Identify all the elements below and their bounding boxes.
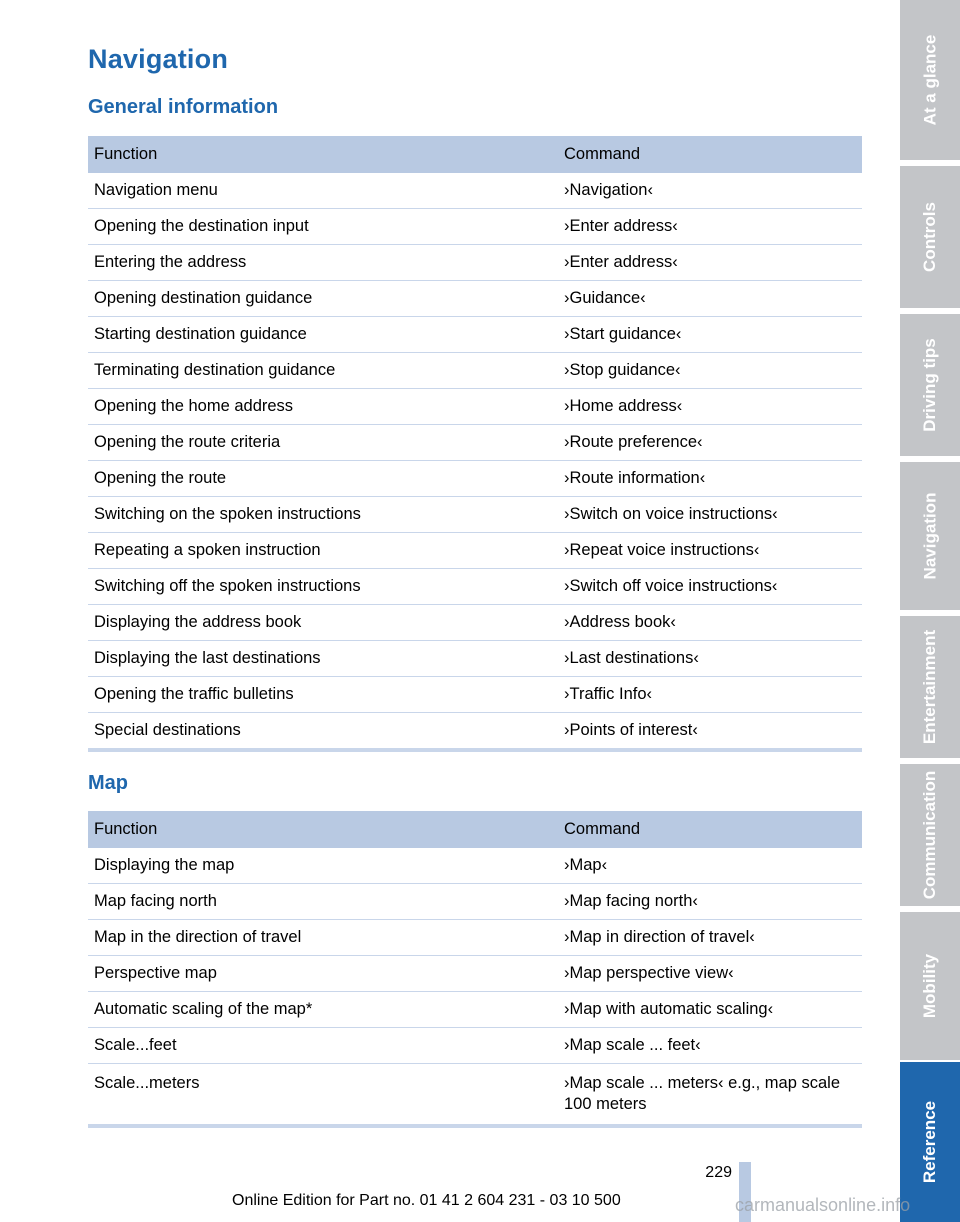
command-cell: ›Traffic Info‹ [558,677,862,713]
table-row [88,209,862,245]
table-row [88,281,862,317]
function-cell: Automatic scaling of the map* [88,992,558,1028]
command-cell: ›Map scale ... feet‹ [558,1028,862,1064]
chapter-tab-controls[interactable] [900,166,960,308]
command-cell: ›Map‹ [558,848,862,884]
command-cell: ›Start guidance‹ [558,317,862,353]
chapter-tab-label: Controls [920,202,940,272]
table-row [88,920,862,956]
page-number: 229 [705,1164,732,1181]
function-cell: Opening the traffic bulletins [88,677,558,713]
table-row [88,173,862,209]
chapter-tab-mobility[interactable] [900,912,960,1060]
map-command-table [88,811,862,1128]
function-cell: Opening destination guidance [88,281,558,317]
function-cell: Perspective map [88,956,558,992]
function-cell: Opening the route [88,461,558,497]
table-row [88,641,862,677]
chapter-tab-label: Driving tips [920,338,940,432]
table-row [88,533,862,569]
table-header-row [88,811,862,848]
command-cell: ›Map with automatic scaling‹ [558,992,862,1028]
function-cell: Opening the route criteria [88,425,558,461]
table-row [88,1064,862,1127]
table-row [88,497,862,533]
column-header-command: Command [558,811,862,848]
chapter-tab-label: Communication [920,770,940,900]
column-header-command: Command [558,136,862,173]
section-heading-map: Map [88,772,128,794]
command-cell: ›Switch on voice instructions‹ [558,497,862,533]
function-cell: Repeating a spoken instruction [88,533,558,569]
table-row [88,605,862,641]
table-row [88,569,862,605]
command-cell: ›Route information‹ [558,461,862,497]
function-cell: Opening the home address [88,389,558,425]
table-row [88,956,862,992]
command-cell: ›Navigation‹ [558,173,862,209]
chapter-tab-driving-tips[interactable] [900,314,960,456]
table-header-row [88,136,862,173]
command-cell: ›Points of interest‹ [558,713,862,751]
chapter-tab-label: Reference [920,1100,939,1184]
watermark: carmanualsonline.info [735,1195,911,1215]
chapter-tab-navigation[interactable] [900,462,960,610]
table-row [88,353,862,389]
command-cell: ›Enter address‹ [558,209,862,245]
chapter-tab-at-a-glance[interactable] [900,0,960,160]
function-cell: Navigation menu [88,173,558,209]
chapter-tab-label: Entertainment [920,629,940,745]
function-cell: Special destinations [88,713,558,751]
general-command-table [88,136,862,752]
table-row [88,461,862,497]
command-cell: ›Home address‹ [558,389,862,425]
page-title: Navigation [88,44,229,74]
chapter-tab-label: Mobility [920,953,939,1019]
command-cell: ›Map in direction of travel‹ [558,920,862,956]
command-cell: ›Map perspective view‹ [558,956,862,992]
command-cell: ›Route preference‹ [558,425,862,461]
chapter-tab-communication[interactable] [900,764,960,906]
table-row [88,1028,862,1064]
function-cell: Displaying the address book [88,605,558,641]
function-cell: Map facing north [88,884,558,920]
function-cell: Opening the destination input [88,209,558,245]
function-cell: Switching off the spoken instructions [88,569,558,605]
command-cell: ›Stop guidance‹ [558,353,862,389]
table-row [88,425,862,461]
function-cell: Switching on the spoken instructions [88,497,558,533]
command-cell: ›Switch off voice instructions‹ [558,569,862,605]
command-cell: ›Guidance‹ [558,281,862,317]
chapter-tab-label: Navigation [920,492,939,580]
function-cell: Starting destination guidance [88,317,558,353]
column-header-function: Function [88,811,558,848]
table-row [88,848,862,884]
function-cell: Terminating destination guidance [88,353,558,389]
chapter-tab-bar [900,0,960,1222]
table-row [88,677,862,713]
function-cell: Displaying the map [88,848,558,884]
table-row [88,884,862,920]
command-cell: ›Address book‹ [558,605,862,641]
function-cell: Scale...meters [88,1064,558,1127]
table-row [88,317,862,353]
command-cell: ›Repeat voice instructions‹ [558,533,862,569]
function-cell: Entering the address [88,245,558,281]
command-cell: ›Map scale ... meters‹ e.g., map scale 100 meters [558,1064,862,1127]
function-cell: Scale...feet [88,1028,558,1064]
table-row [88,389,862,425]
command-cell: ›Map facing north‹ [558,884,862,920]
command-cell: ›Last destinations‹ [558,641,862,677]
footer-edition-text: Online Edition for Part no. 01 41 2 604 231 - 03 10 500 [232,1192,621,1209]
chapter-tab-entertainment[interactable] [900,616,960,758]
table-row [88,992,862,1028]
section-heading-general: General information [88,96,279,118]
table-row [88,245,862,281]
table-row [88,713,862,751]
function-cell: Map in the direction of travel [88,920,558,956]
command-cell: ›Enter address‹ [558,245,862,281]
chapter-tab-label: At a glance [920,34,940,126]
column-header-function: Function [88,136,558,173]
function-cell: Displaying the last destinations [88,641,558,677]
